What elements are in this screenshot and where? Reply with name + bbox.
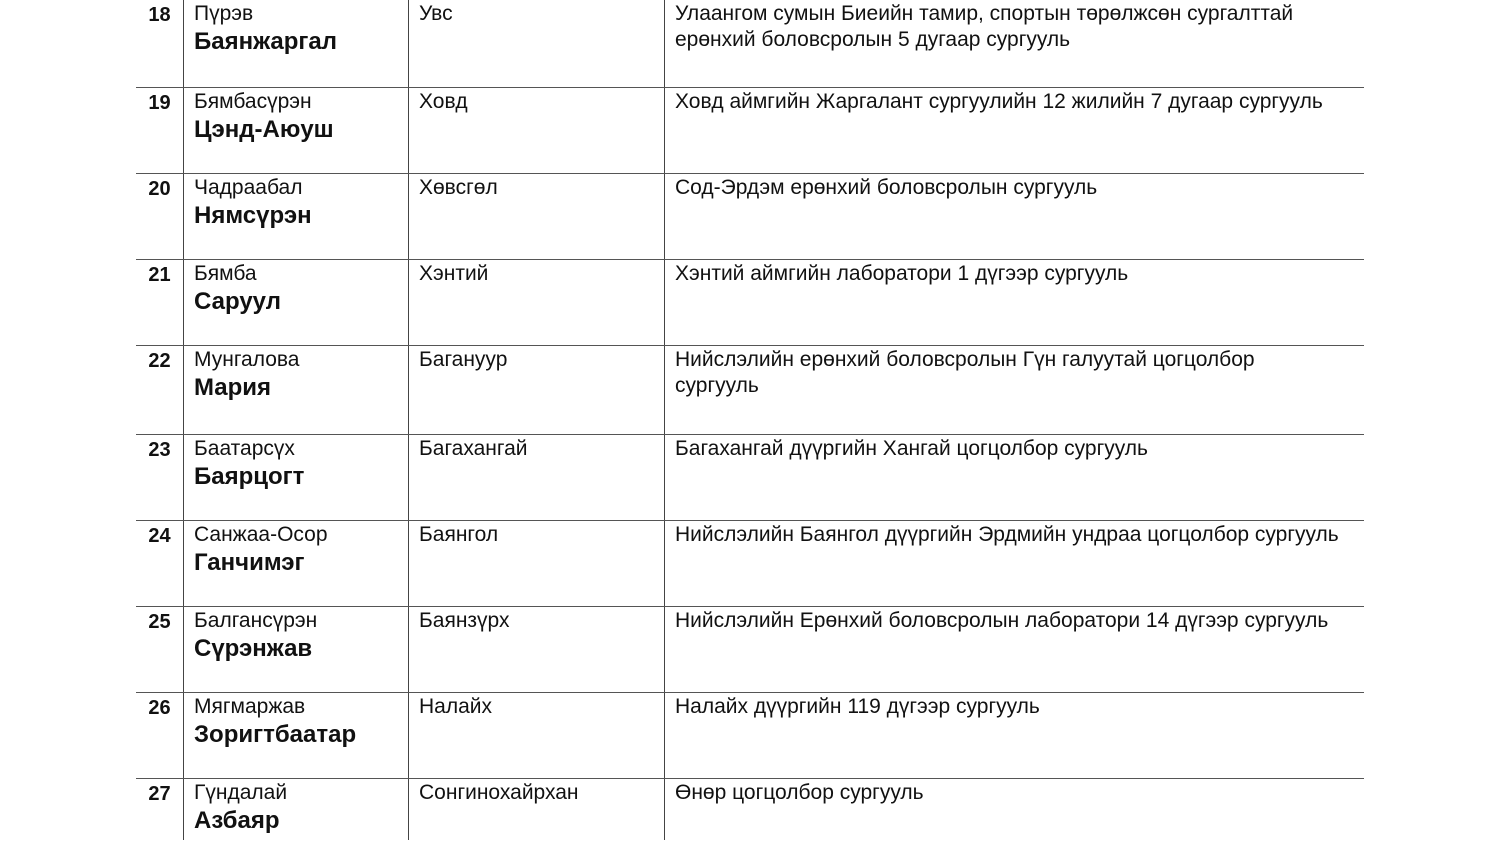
name-cell [183, 435, 408, 520]
region-cell: Сонгинохайрхан [408, 779, 664, 840]
table-row [136, 779, 1364, 840]
region-cell: Баянгол [408, 521, 664, 606]
table-row [136, 521, 1364, 607]
given-name: Нямсүрэн [194, 202, 312, 229]
name-cell [183, 260, 408, 345]
school-cell: Нийслэлийн Ерөнхий боловсролын лаборатори 14 дүгээр сургууль [664, 607, 1364, 692]
given-name: Азбаяр [194, 807, 280, 834]
name-cell [183, 346, 408, 434]
school-cell: Налайх дүүргийн 119 дүгээр сургууль [664, 693, 1364, 778]
name-cell [183, 88, 408, 173]
table-row [136, 260, 1364, 346]
given-name: Зоригтбаатар [194, 721, 357, 748]
region-cell: Багануур [408, 346, 664, 434]
region-cell: Увс [408, 0, 664, 87]
school-cell: Ховд аймгийн Жаргалант сургуулийн 12 жилийн 7 дугаар сургууль [664, 88, 1364, 173]
name-cell [183, 0, 408, 87]
region-cell: Ховд [408, 88, 664, 173]
name-cell [183, 693, 408, 778]
table-row [136, 607, 1364, 693]
surname: Гүндалай [194, 781, 288, 804]
surname: Мягмаржав [194, 695, 306, 718]
table-row [136, 346, 1364, 435]
given-name: Ганчимэг [194, 549, 305, 576]
given-name: Баярцогт [194, 463, 305, 490]
given-name: Саруул [194, 288, 281, 315]
table-row [136, 435, 1364, 521]
table-row [136, 88, 1364, 174]
surname: Бямба [194, 262, 257, 285]
name-cell [183, 607, 408, 692]
table-row [136, 693, 1364, 779]
row-number: 27 [148, 783, 171, 805]
surname: Чадраабал [194, 176, 303, 199]
surname: Пүрэв [194, 2, 254, 25]
row-number: 21 [148, 264, 171, 286]
school-cell: Өнөр цогцолбор сургууль [664, 779, 1364, 840]
table-row [136, 0, 1364, 88]
surname: Мунгалова [194, 348, 300, 371]
school-cell: Сод-Эрдэм ерөнхий боловсролын сургууль [664, 174, 1364, 259]
given-name: Баянжаргал [194, 28, 338, 55]
participants-table [136, 0, 1364, 840]
table-row [136, 174, 1364, 260]
surname: Баатарсүх [194, 437, 295, 460]
row-number: 18 [148, 4, 171, 26]
school-cell: Багахангай дүүргийн Хангай цогцолбор сургууль [664, 435, 1364, 520]
name-cell [183, 779, 408, 840]
school-cell: Нийслэлийн Баянгол дүүргийн Эрдмийн ундраа цогцолбор сургууль [664, 521, 1364, 606]
row-number: 24 [148, 525, 171, 547]
region-cell: Налайх [408, 693, 664, 778]
region-cell: Хэнтий [408, 260, 664, 345]
school-cell: Хэнтий аймгийн лаборатори 1 дүгээр сургууль [664, 260, 1364, 345]
row-number: 26 [148, 697, 171, 719]
row-number: 22 [148, 350, 171, 372]
surname: Бямбасүрэн [194, 90, 312, 113]
row-number: 23 [148, 439, 171, 461]
row-number: 25 [148, 611, 171, 633]
surname: Балгансүрэн [194, 609, 318, 632]
name-cell [183, 521, 408, 606]
given-name: Цэнд-Аюуш [194, 116, 334, 143]
given-name: Сүрэнжав [194, 635, 313, 662]
school-cell: Улаангом сумын Биеийн тамир, спортын төрөлжсөн сургалттай ерөнхий боловсролын 5 дугаар сургууль [664, 0, 1364, 87]
given-name: Мария [194, 374, 272, 401]
row-number: 20 [148, 178, 171, 200]
school-cell: Нийслэлийн ерөнхий боловсролын Гүн галуутай цогцолбор сургууль [664, 346, 1364, 434]
region-cell: Хөвсгөл [408, 174, 664, 259]
row-number: 19 [148, 92, 171, 114]
region-cell: Багахангай [408, 435, 664, 520]
region-cell: Баянзүрх [408, 607, 664, 692]
name-cell [183, 174, 408, 259]
surname: Санжаа-Осор [194, 523, 328, 546]
